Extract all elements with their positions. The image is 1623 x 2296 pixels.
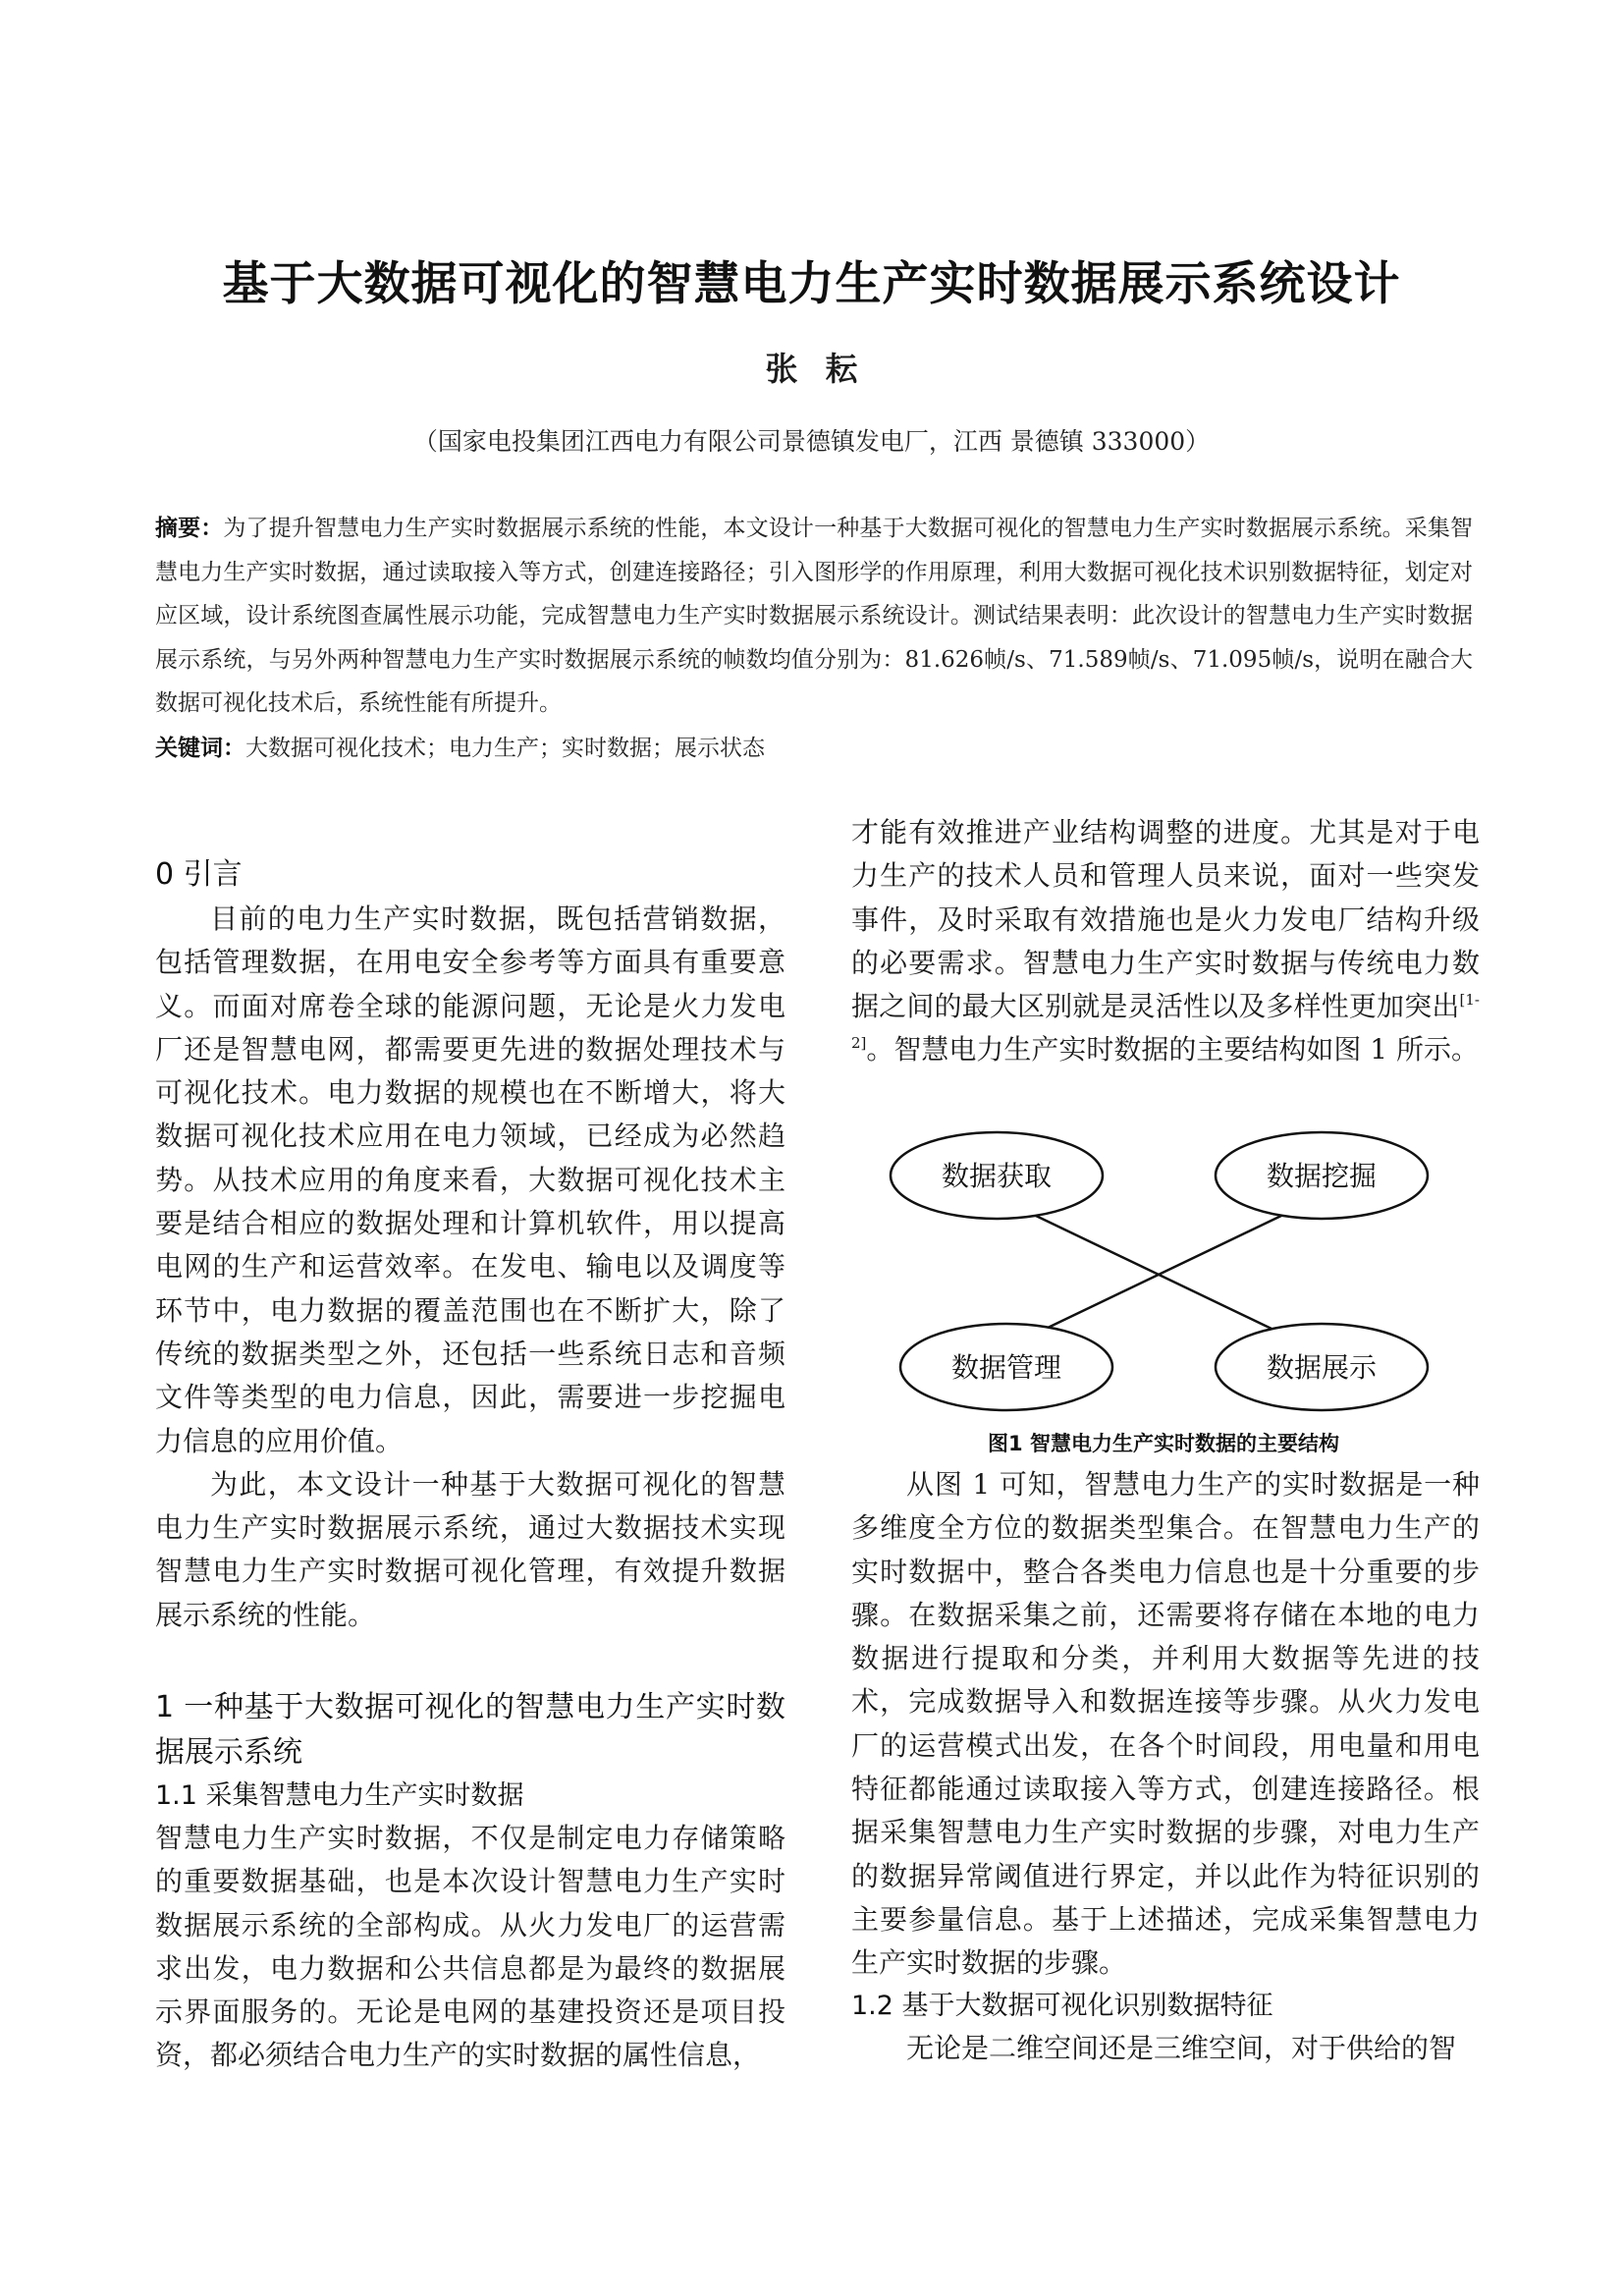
section-1-heading: 1 一种基于大数据可视化的智慧电力生产实时数据展示系统 (155, 1690, 785, 1770)
section-1-2-heading: 1.2 基于大数据可视化识别数据特征 (851, 1990, 1273, 2021)
section-1-1-heading: 1.1 采集智慧电力生产实时数据 (155, 1780, 524, 1811)
section-0-paragraph-2: 为此，本文设计一种基于大数据可视化的智慧电力生产实时数据展示系统，通过大数据技术实现智慧电力生产实时数据可视化管理，有效提升数据展示系统的性能。 (155, 1467, 785, 1631)
figure-1-caption: 图1 智慧电力生产实时数据的主要结构 (988, 1432, 1339, 1455)
node-data-display (1216, 1324, 1428, 1410)
author-name: 张耘 (765, 350, 886, 388)
figure-1-diagram (884, 1129, 1453, 1424)
right-continued-text-b: 。智慧电力生产实时数据的主要结构如图 1 所示。 (866, 1033, 1480, 1066)
section-0-paragraph-1: 目前的电力生产实时数据，既包括营销数据，包括管理数据，在用电安全参考等方面具有重要意义。而面对席卷全球的能源问题，无论是火力发电厂还是智慧电网，都需要更先进的数据处理技术与可视化技术。电力数据的规模也在不断增大，将大数据可视化技术应用在电力领域，已经成为必然趋势。从技术应用的角度来看，大数据可视化技术主要是结合相应的数据处理和计算机软件，用以提高电网的生产和运营效率。在发电、输电以及调度等环节中，电力数据的覆盖范围也在不断扩大，除了传统的数据类型之外，还包括一些系统日志和音频文件等类型的电力信息，因此，需要进一步挖掘电力信息的应用价值。 (155, 902, 785, 1457)
section-1-1-paragraph-1: 智慧电力生产实时数据，不仅是制定电力存储策略的重要数据基础，也是本次设计智慧电力生产实时数据展示系统的全部构成。从火力发电厂的运营需求出发，电力数据和公共信息都是为最终的数据展示界面服务的。无论是电网的基建投资还是项目投资，都必须结合电力生产的实时数据的属性信息， (155, 1822, 785, 2072)
node-data-acquisition-label: 数据获取 (941, 1160, 1053, 1192)
paper-title: 基于大数据可视化的智慧电力生产实时数据展示系统设计 (222, 257, 1401, 311)
left-column (155, 852, 785, 1637)
affiliation: （国家电投集团江西电力有限公司景德镇发电厂，江西 景德镇 333000） (412, 427, 1211, 456)
keywords-label: 关键词： (155, 736, 245, 761)
node-data-display-label: 数据展示 (1266, 1351, 1378, 1384)
edge-mine-to-manage (1021, 1204, 1306, 1340)
abstract (155, 507, 1473, 726)
right-continued-paragraph (851, 811, 1480, 1072)
keywords (155, 727, 1473, 770)
section-0-heading: 0 引言 (155, 857, 243, 892)
citation-1-2: [1-2] (851, 991, 1480, 1053)
right-column-bottom (851, 1463, 1480, 2070)
left-column-section-1 (155, 1685, 785, 2078)
node-data-mining-label: 数据挖掘 (1266, 1160, 1378, 1192)
right-column-top (851, 811, 1480, 1072)
node-data-management-label: 数据管理 (950, 1351, 1062, 1384)
edge-acquire-to-display (1011, 1204, 1296, 1340)
right-continued-text-a: 才能有效推进产业结构调整的进度。尤其是对于电力生产的技术人员和管理人员来说，面对一些突发事件，及时采取有效措施也是火力发电厂结构升级的必要需求。智慧电力生产实时数据与传统电力数据之间的最大区别就是灵活性以及多样性更加突出 (851, 816, 1480, 1023)
keywords-text: 大数据可视化技术；电力生产；实时数据；展示状态 (245, 736, 765, 761)
section-1-2-paragraph-1: 无论是二维空间还是三维空间，对于供给的智 (906, 2031, 1457, 2064)
node-data-acquisition (891, 1132, 1103, 1219)
abstract-label: 摘要： (155, 516, 224, 541)
abstract-text: 为了提升智慧电力生产实时数据展示系统的性能，本文设计一种基于大数据可视化的智慧电力生产实时数据展示系统。采集智慧电力生产实时数据，通过读取接入等方式，创建连接路径；引入图形学的作用原理，利用大数据可视化技术识别数据特征，划定对应区域，设计系统图查属性展示功能，完成智慧电力生产实时数据展示系统设计。测试结果表明：此次设计的智慧电力生产实时数据展示系统，与另外两种智慧电力生产实时数据展示系统的帧数均值分别为：81.626帧/s、71.589帧/s、71.095帧/s，说明在融合大数据可视化技术后，系统性能有所提升。 (155, 516, 1474, 716)
node-data-management (900, 1324, 1112, 1410)
node-data-mining (1216, 1132, 1428, 1219)
right-paragraph-after-figure: 从图 1 可知，智慧电力生产的实时数据是一种多维度全方位的数据类型集合。在智慧电力生产的实时数据中，整合各类电力信息也是十分重要的步骤。在数据采集之前，还需要将存储在本地的电力数据进行提取和分类，并利用大数据等先进的技术，完成数据导入和数据连接等步骤。从火力发电厂的运营模式出发，在各个时间段，用电量和用电特征都能通过读取接入等方式，创建连接路径。根据采集智慧电力生产实时数据的步骤，对电力生产的数据异常阈值进行界定，并以此作为特征识别的主要参量信息。基于上述描述，完成采集智慧电力生产实时数据的步骤。 (851, 1468, 1480, 1980)
